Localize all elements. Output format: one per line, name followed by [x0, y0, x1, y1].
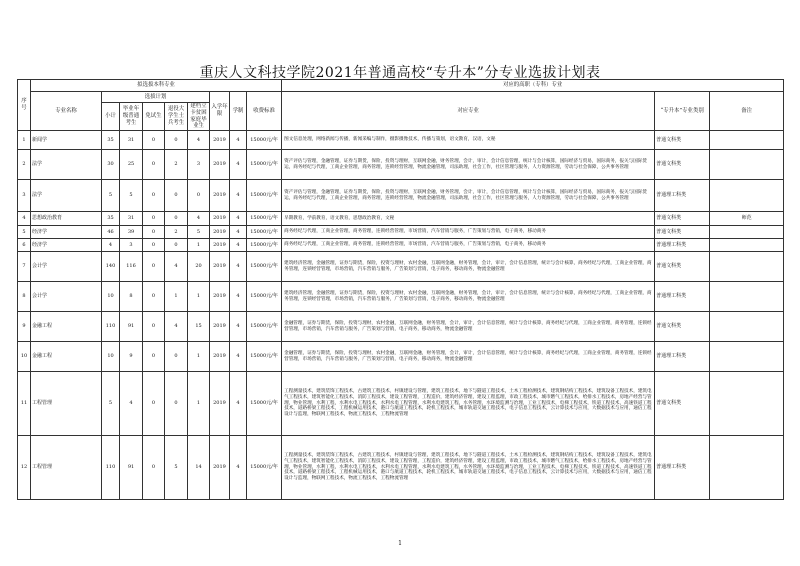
cell-seq: 12: [18, 436, 31, 500]
cell-total: 5: [102, 372, 120, 436]
cell-poverty: 1: [188, 282, 210, 312]
page-title: 重庆人文科技学院2021年普通高校“专升本”分专业选拔计划表: [199, 65, 601, 81]
cell-grad: 25: [120, 150, 143, 180]
cell-poverty: 4: [188, 212, 210, 226]
cell-year: 2019: [210, 342, 230, 372]
cell-category: 普通理工科类: [655, 180, 710, 212]
cell-total: 4: [102, 239, 120, 252]
cell-category: 普通理工科类: [655, 342, 710, 372]
cell-grad: 4: [120, 372, 143, 436]
header-poverty: 建档立卡贫困家庭毕业生: [188, 103, 210, 131]
header-note: 备注: [710, 92, 784, 131]
cell-voc-majors: 建筑经济管理，金融管理，证券与期货，保险，投资与理财，农村金融，互联网金融，财务管理，会计，审计，会计信息管理，统计与会计核算，商务经纪与代理，工商企业管理，商务管理，连锁经营管理，市场营销，汽车营销与服务，广告策划与营销，电子商务，移动商务，物流金融管理: [282, 252, 655, 282]
cell-voc-majors: 工程测量技术，建筑装饰工程技术，古建筑工程技术，村镇建设与管理，建筑工程技术，地下与隧道工程技术，土木工程检测技术，建筑钢结构工程技术，建筑设备工程技术，建筑电气工程技术，建筑智能化工程技术，消防工程技术，建设工程管理，工程造价，建筑经济管理，建设工程监理，市政工程技术，城市燃气工程技术，给排水工程技术，房地产经营与管理，物业管理，水利工程，水利水电工程技术，水利水电工程管理，水利水电建筑工程，水务管理，水环境监测与治理，工业工程技术，电梯工程技术，铁道工程技术，高速铁道工程技术，道路桥梁工程技术，工程机械运用技术，港口与航道工程技术，轮机工程技术，城市轨道交通工程技术，电子信息工程技术，云计算技术与应用，大数据技术与应用，通信工程设计与监理，物联网工程技术，物流工程技术，工程物流管理: [282, 436, 655, 500]
cell-year: 2019: [210, 252, 230, 282]
cell-voc-majors: 资产评估与管理，金融管理，证券与期货，保险，投资与理财，互联网金融，财务管理，会计，审计，会计信息管理，统计与会计核算，国际经济与贸易，国际商务，报关与国际货运，商务经纪与代理，工商企业管理，商务管理，连锁经营管理，物流金融管理，司法助理，社会工作，社区管理与服务，人力资源管理，劳动与社会保障，公共事务管理: [282, 150, 655, 180]
cell-note: [710, 372, 784, 436]
cell-grad: 39: [120, 226, 143, 239]
cell-fee: 15000元/年: [247, 131, 282, 150]
table-row: [18, 252, 784, 282]
cell-major-name: 金融工程: [31, 342, 102, 372]
cell-total: 30: [102, 150, 120, 180]
cell-note: [710, 131, 784, 150]
header-year: 入学年限: [210, 92, 230, 131]
cell-grad: 31: [120, 131, 143, 150]
cell-note: [710, 282, 784, 312]
cell-veteran: 4: [165, 312, 188, 342]
cell-veteran: 2: [165, 150, 188, 180]
cell-note: [710, 436, 784, 500]
cell-grad: 116: [120, 252, 143, 282]
cell-duration: 4: [230, 372, 247, 436]
cell-fee: 15000元/年: [247, 212, 282, 226]
cell-fee: 15000元/年: [247, 372, 282, 436]
cell-year: 2019: [210, 212, 230, 226]
cell-exempt: 0: [143, 131, 165, 150]
header-undergrad-group: 拟选拔本科专业: [31, 80, 282, 92]
cell-year: 2019: [210, 282, 230, 312]
cell-grad: 91: [120, 312, 143, 342]
header-seq: 序号: [18, 80, 31, 131]
cell-major-name: 工程管理: [31, 372, 102, 436]
header-vocational-group: 对应的高职（专科）专业: [282, 80, 784, 92]
cell-poverty: 1: [188, 342, 210, 372]
cell-seq: 2: [18, 150, 31, 180]
cell-poverty: 1: [188, 372, 210, 436]
cell-seq: 3: [18, 180, 31, 212]
cell-poverty: 4: [188, 131, 210, 150]
cell-note: 师范: [710, 212, 784, 226]
cell-fee: 15000元/年: [247, 180, 282, 212]
cell-note: [710, 252, 784, 282]
cell-duration: 4: [230, 150, 247, 180]
cell-duration: 4: [230, 282, 247, 312]
cell-total: 10: [102, 282, 120, 312]
cell-fee: 15000元/年: [247, 239, 282, 252]
table-row: [18, 150, 784, 180]
cell-veteran: 0: [165, 372, 188, 436]
header-grad: 毕业年级普通考生: [120, 103, 143, 131]
cell-duration: 4: [230, 239, 247, 252]
header-fee: 收费标准: [247, 92, 282, 131]
table-row: [18, 372, 784, 436]
cell-poverty: 20: [188, 252, 210, 282]
cell-seq: 7: [18, 252, 31, 282]
cell-voc-majors: 商务经纪与代理，工商企业管理，商务管理，连锁经营管理，市场营销，汽车营销与服务，广告策划与营销，电子商务，移动商务: [282, 239, 655, 252]
cell-major-name: 法学: [31, 180, 102, 212]
cell-exempt: 0: [143, 252, 165, 282]
cell-exempt: 0: [143, 212, 165, 226]
cell-veteran: 1: [165, 282, 188, 312]
table-row: [18, 282, 784, 312]
cell-duration: 4: [230, 312, 247, 342]
cell-category: 普通文科类: [655, 212, 710, 226]
cell-total: 5: [102, 180, 120, 212]
cell-fee: 15000元/年: [247, 282, 282, 312]
cell-total: 35: [102, 131, 120, 150]
cell-exempt: 0: [143, 239, 165, 252]
cell-voc-majors: 建筑经济管理，金融管理，证券与期货，保险，投资与理财，农村金融，互联网金融，财务管理，会计，审计，会计信息管理，统计与会计核算，商务经纪与代理，工商企业管理，商务管理，连锁经营管理，市场营销，汽车营销与服务，广告策划与营销，电子商务，移动商务，物流金融管理: [282, 282, 655, 312]
cell-major-name: 会计学: [31, 252, 102, 282]
cell-fee: 15000元/年: [247, 342, 282, 372]
cell-seq: 5: [18, 226, 31, 239]
cell-note: [710, 342, 784, 372]
cell-veteran: 0: [165, 131, 188, 150]
cell-voc-majors: 工程测量技术，建筑装饰工程技术，古建筑工程技术，村镇建设与管理，建筑工程技术，地下与隧道工程技术，土木工程检测技术，建筑钢结构工程技术，建筑设备工程技术，建筑电气工程技术，建筑智能化工程技术，消防工程技术，建设工程管理，工程造价，建筑经济管理，建设工程监理，市政工程技术，城市燃气工程技术，给排水工程技术，房地产经营与管理，物业管理，水利工程，水利水电工程技术，水利水电工程管理，水利水电建筑工程，水务管理，水环境监测与治理，工业工程技术，电梯工程技术，铁道工程技术，高速铁道工程技术，道路桥梁工程技术，工程机械运用技术，港口与航道工程技术，轮机工程技术，城市轨道交通工程技术，电子信息工程技术，云计算技术与应用，大数据技术与应用，通信工程设计与监理，物联网工程技术，物流工程技术，工程物流管理: [282, 372, 655, 436]
header-total: 小计: [102, 103, 120, 131]
cell-duration: 4: [230, 131, 247, 150]
cell-major-name: 法学: [31, 150, 102, 180]
cell-duration: 4: [230, 342, 247, 372]
cell-seq: 1: [18, 131, 31, 150]
cell-exempt: 0: [143, 372, 165, 436]
table-row: [18, 212, 784, 226]
cell-year: 2019: [210, 131, 230, 150]
cell-year: 2019: [210, 150, 230, 180]
cell-fee: 15000元/年: [247, 150, 282, 180]
cell-year: 2019: [210, 239, 230, 252]
cell-veteran: 0: [165, 239, 188, 252]
cell-total: 110: [102, 436, 120, 500]
cell-category: 普通文科类: [655, 252, 710, 282]
cell-voc-majors: 早期教育，学前教育，语文教育，思想政治教育，文秘: [282, 212, 655, 226]
table-row: [18, 342, 784, 372]
cell-category: 普通理工科类: [655, 282, 710, 312]
cell-grad: 3: [120, 239, 143, 252]
header-category: “专升本”专业类别: [655, 92, 710, 131]
cell-major-name: 思想政治教育: [31, 212, 102, 226]
cell-poverty: 0: [188, 180, 210, 212]
cell-total: 140: [102, 252, 120, 282]
cell-exempt: 0: [143, 226, 165, 239]
cell-year: 2019: [210, 436, 230, 500]
cell-grad: 91: [120, 436, 143, 500]
cell-veteran: 0: [165, 180, 188, 212]
table-row: [18, 312, 784, 342]
table-row: [18, 436, 784, 500]
table-row: [18, 239, 784, 252]
cell-seq: 11: [18, 372, 31, 436]
cell-veteran: 0: [165, 212, 188, 226]
cell-seq: 6: [18, 239, 31, 252]
cell-seq: 8: [18, 282, 31, 312]
cell-total: 10: [102, 342, 120, 372]
header-duration: 学制: [230, 92, 247, 131]
cell-year: 2019: [210, 372, 230, 436]
cell-veteran: 5: [165, 436, 188, 500]
cell-duration: 4: [230, 436, 247, 500]
cell-duration: 4: [230, 212, 247, 226]
cell-category: 普通文科类: [655, 372, 710, 436]
cell-voc-majors: 商务经纪与代理，工商企业管理，商务管理，连锁经营管理，市场营销，汽车营销与服务，广告策划与营销，电子商务，移动商务: [282, 226, 655, 239]
cell-note: [710, 312, 784, 342]
cell-exempt: 0: [143, 180, 165, 212]
table-row: [18, 131, 784, 150]
cell-year: 2019: [210, 226, 230, 239]
table-row: [18, 180, 784, 212]
cell-year: 2019: [210, 312, 230, 342]
cell-category: 普通文科类: [655, 226, 710, 239]
cell-poverty: 3: [188, 150, 210, 180]
cell-note: [710, 150, 784, 180]
cell-seq: 4: [18, 212, 31, 226]
cell-major-name: 新闻学: [31, 131, 102, 150]
cell-poverty: 15: [188, 312, 210, 342]
cell-grad: 8: [120, 282, 143, 312]
cell-category: 普通文科类: [655, 312, 710, 342]
cell-veteran: 0: [165, 342, 188, 372]
header-plan: 选拔计划: [102, 92, 210, 103]
header-row-2: [18, 92, 784, 103]
cell-voc-majors: 图文信息处理，网络新闻与传播，新闻采编与制作，摄影摄像技术，传播与策划，语文教育，汉语，文秘: [282, 131, 655, 150]
cell-note: [710, 226, 784, 239]
header-voc-major: 对应专业: [282, 92, 655, 131]
table-row: [18, 226, 784, 239]
header-veteran: 退役大学生士兵考生: [165, 103, 188, 131]
cell-seq: 10: [18, 342, 31, 372]
cell-major-name: 经济学: [31, 239, 102, 252]
cell-duration: 4: [230, 252, 247, 282]
header-major-name: 专业名称: [31, 92, 102, 131]
cell-category: 普通理工科类: [655, 239, 710, 252]
cell-category: 普通文科类: [655, 131, 710, 150]
cell-exempt: 0: [143, 312, 165, 342]
cell-exempt: 0: [143, 282, 165, 312]
cell-voc-majors: 金融管理，证券与期货，保险，投资与理财，农村金融，互联网金融，财务管理，会计，审计，会计信息管理，统计与会计核算，商务经纪与代理，工商企业管理，商务管理，连锁经营管理，市场营销，汽车营销与服务，广告策划与营销，电子商务，移动商务，物流金融管理: [282, 312, 655, 342]
cell-duration: 4: [230, 226, 247, 239]
cell-voc-majors: 金融管理，证券与期货，保险，投资与理财，农村金融，互联网金融，财务管理，会计，审计，会计信息管理，统计与会计核算，商务经纪与代理，工商企业管理，商务管理，连锁经营管理，市场营销，汽车营销与服务，广告策划与营销，电子商务，移动商务，物流金融管理: [282, 342, 655, 372]
page-number: 1: [398, 540, 402, 547]
cell-fee: 15000元/年: [247, 252, 282, 282]
cell-major-name: 工程管理: [31, 436, 102, 500]
cell-grad: 9: [120, 342, 143, 372]
cell-fee: 15000元/年: [247, 226, 282, 239]
cell-year: 2019: [210, 180, 230, 212]
cell-grad: 31: [120, 212, 143, 226]
cell-note: [710, 239, 784, 252]
cell-duration: 4: [230, 180, 247, 212]
cell-seq: 9: [18, 312, 31, 342]
cell-grad: 5: [120, 180, 143, 212]
cell-exempt: 0: [143, 342, 165, 372]
cell-category: 普通理工科类: [655, 436, 710, 500]
header-row-1: [18, 80, 784, 92]
cell-major-name: 金融工程: [31, 312, 102, 342]
cell-total: 46: [102, 226, 120, 239]
cell-fee: 15000元/年: [247, 312, 282, 342]
cell-total: 35: [102, 212, 120, 226]
cell-exempt: 0: [143, 436, 165, 500]
cell-voc-majors: 资产评估与管理，金融管理，证券与期货，保险，投资与理财，互联网金融，财务管理，会计，审计，会计信息管理，统计与会计核算，国际经济与贸易，国际商务，报关与国际货运，商务经纪与代理，工商企业管理，商务管理，连锁经营管理，物流金融管理，司法助理，社会工作，社区管理与服务，人力资源管理，劳动与社会保障，公共事务管理: [282, 180, 655, 212]
selection-plan-table: [17, 79, 784, 500]
header-exempt: 免试生: [143, 103, 165, 131]
cell-poverty: 14: [188, 436, 210, 500]
cell-total: 110: [102, 312, 120, 342]
cell-note: [710, 180, 784, 212]
cell-veteran: 2: [165, 226, 188, 239]
cell-veteran: 4: [165, 252, 188, 282]
cell-major-name: 经济学: [31, 226, 102, 239]
cell-major-name: 会计学: [31, 282, 102, 312]
cell-fee: 15000元/年: [247, 436, 282, 500]
cell-exempt: 0: [143, 150, 165, 180]
cell-poverty: 5: [188, 226, 210, 239]
cell-poverty: 1: [188, 239, 210, 252]
cell-category: 普通文科类: [655, 150, 710, 180]
